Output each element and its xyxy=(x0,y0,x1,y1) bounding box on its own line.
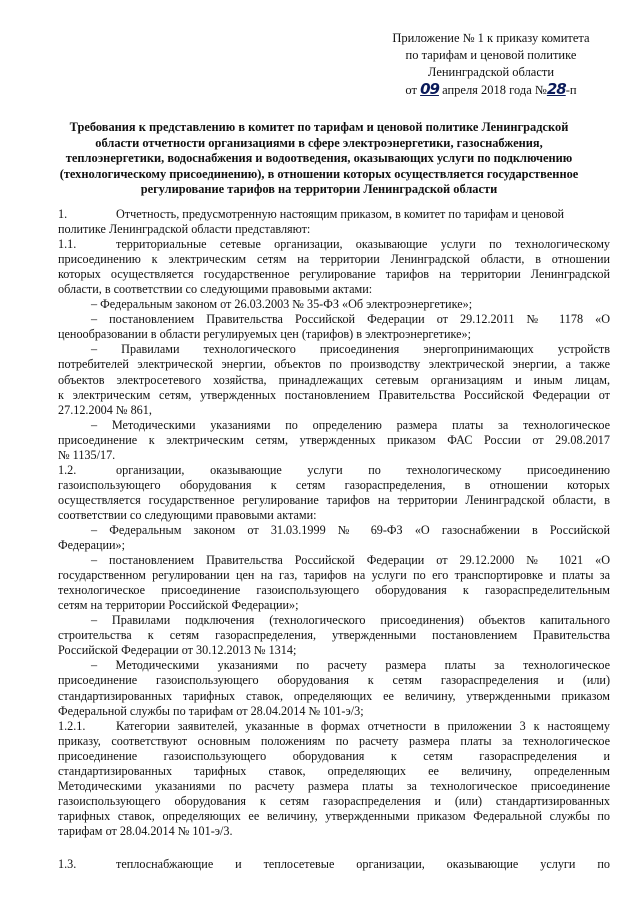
paragraph-1-line: 1. Отчетность, предусмотренную настоящим приказом, в комитет по тарифам и ценовой xyxy=(58,207,565,221)
dash-item: – Федеральным законом от 31.03.1999 № 69-ФЗ «О газоснабжении в Российской xyxy=(91,522,610,537)
paragraph-1-line: политике Ленинградской области представляют: xyxy=(58,222,311,237)
dash-item-line: технологическое присоединение газоиспользующего оборудования к газораспределительным xyxy=(58,583,610,598)
date-suffix: -п xyxy=(565,83,577,97)
paragraph-1-2-1-line: Методическими указаниями по расчету размера платы за технологическое присоединение xyxy=(58,778,610,793)
paragraph-1-2-1-line: тарифных ставок, определяющих ее величину, утвержденными приказом Федеральной службы по xyxy=(58,808,610,823)
dash-item-line: государственном регулировании цен на газ, тарифов на услуги по его транспортировке и платы за xyxy=(58,568,610,583)
item-number: 1.3. xyxy=(58,856,77,871)
appendix-line-3: Ленинградской области xyxy=(427,65,555,79)
dash-item-line: присоединение газоиспользующего оборудования к сетям газораспределения и (или) xyxy=(58,673,610,688)
title-line: области отчетности организациями в сфере электроэнергетики, газоснабжения, xyxy=(95,135,543,150)
dash-item-line: ценообразовании в области регулируемых цен (тарифов) в электроэнергетике»; xyxy=(58,327,472,342)
paragraph-1-2-1-line: присоединение газоиспользующего оборудования к сетям газораспределения и xyxy=(58,748,610,763)
dash-item: – Методическими указаниями по расчету размера платы за технологическое xyxy=(91,658,610,673)
appendix-date-line xyxy=(366,81,616,99)
item-number: 1.2.1. xyxy=(58,718,86,733)
document-body xyxy=(58,207,610,872)
paragraph-1-2-line: осуществляется государственное регулирование тарифов на территории Ленинградской области, в xyxy=(58,492,610,507)
title-line: теплоэнергетики, водоснабжения и водоотведения, оказывающих услуги по подключению xyxy=(65,151,573,166)
dash-item-line: сетям на территории Российской Федерации»; xyxy=(58,598,299,613)
paragraph-1-2-line: 1.2. организации, оказывающие услуги по технологическому присоединению xyxy=(58,462,610,477)
item-number: 1. xyxy=(58,207,68,221)
paragraph-1-2-line: соответствии со следующими правовыми актами: xyxy=(58,507,317,522)
dash-item-line: № 1135/17. xyxy=(58,447,116,462)
title-line: (технологическому присоединению), в отношении которых осуществляется государственное xyxy=(59,166,579,181)
title-line: Требования к представлению в комитет по тарифам и ценовой политике Ленинградской xyxy=(69,120,569,134)
paragraph-1-2-1-line: газоиспользующего оборудования к сетям газораспределения и (или) стандартизированных xyxy=(58,793,610,808)
dash-item-line: стандартизированных тарифных ставок, определяющих ее величину, утвержденными приказом xyxy=(58,688,610,703)
dash-item-line: Российской Федерации от 30.12.2013 № 1314; xyxy=(58,643,297,658)
paragraph-1-2-line: газоиспользующего оборудования к сетям газораспределения, в отношении которых xyxy=(58,477,610,492)
dash-item: – Федеральным законом от 26.03.2003 № 35-ФЗ «Об электроэнергетике»; xyxy=(91,297,473,312)
dash-item-line: Федерации»; xyxy=(58,538,126,553)
item-number: 1.1. xyxy=(58,237,77,252)
date-prefix: от xyxy=(405,83,421,97)
dash-item-line: Федеральной службы по тарифам от 28.04.2014 № 101-э/3; xyxy=(58,703,364,718)
paragraph-1-2-1-line: 1.2.1. Категории заявителей, указанные в формах отчетности в приложении 3 к настоящему xyxy=(58,718,610,733)
paragraph-1-3-line: 1.3. теплоснабжающие и теплосетевые организации, оказывающие услуги по xyxy=(58,856,610,871)
dash-item-line: строительства к сетям газораспределения, утвержденными постановлением Правительства xyxy=(58,628,610,643)
appendix-header xyxy=(366,30,616,99)
appendix-line-1: Приложение № 1 к приказу комитета xyxy=(392,31,590,45)
paragraph-1-2-1-line: приказу, соответствуют основным положениям по расчету размера платы за технологическое xyxy=(58,733,610,748)
dash-item-line: объектов электросетевого хозяйства, принадлежащих сетевым организациям и иным лицам, xyxy=(58,372,610,387)
paragraph-1-2-1-line: тарифам от 28.04.2014 № 101-э/3. xyxy=(58,823,233,838)
dash-item-line: 27.12.2004 № 861, xyxy=(58,402,152,417)
paragraph-1-1-line: присоединению к электрическим сетям на территории Ленинградской области, в отношении xyxy=(58,252,610,267)
dash-item-line: присоединение к электрическим сетям, утвержденных приказом ФАС России от 29.08.2017 xyxy=(58,432,610,447)
document-title xyxy=(54,120,584,198)
handwritten-day: 09 xyxy=(420,80,439,98)
dash-item: – Методическими указаниями по определению размера платы за технологическое xyxy=(91,417,610,432)
dash-item-line: потребителей электрической энергии, объектов по производству электрической энергии, а также xyxy=(58,357,610,372)
paragraph-gap xyxy=(58,839,610,857)
handwritten-order-number: 28 xyxy=(546,80,566,98)
item-number: 1.2. xyxy=(58,462,77,477)
date-middle: апреля 2018 года № xyxy=(438,83,547,97)
paragraph-1-2-1-line: стандартизированных тарифных ставок, определяющих ее величину, определенным xyxy=(58,763,610,778)
title-line: регулирование тарифов на территории Ленинградской области xyxy=(140,182,498,197)
dash-item: – Правилами подключения (технологического присоединения) объектов капитального xyxy=(91,613,610,628)
paragraph-1-1-line: 1.1. территориальные сетевые организации, оказывающие услуги по технологическому xyxy=(58,237,610,252)
paragraph-1-1-line: области, в соответствии со следующими правовыми актами: xyxy=(58,282,373,297)
dash-item: – Правилами технологического присоединения энергопринимающих устройств xyxy=(91,342,610,357)
appendix-line-2: по тарифам и ценовой политике xyxy=(405,48,577,62)
dash-item: – постановлением Правительства Российской Федерации от 29.12.2011 № 1178 «О xyxy=(91,312,610,327)
dash-item-line: к электрическим сетям, утвержденных постановлением Правительства Российской Федерации от xyxy=(58,387,610,402)
dash-item: – постановлением Правительства Российской Федерации от 29.12.2000 № 1021 «О xyxy=(91,553,610,568)
paragraph-1-1-line: которых осуществляется государственное регулирование тарифов на территории Ленинградской xyxy=(58,267,610,282)
